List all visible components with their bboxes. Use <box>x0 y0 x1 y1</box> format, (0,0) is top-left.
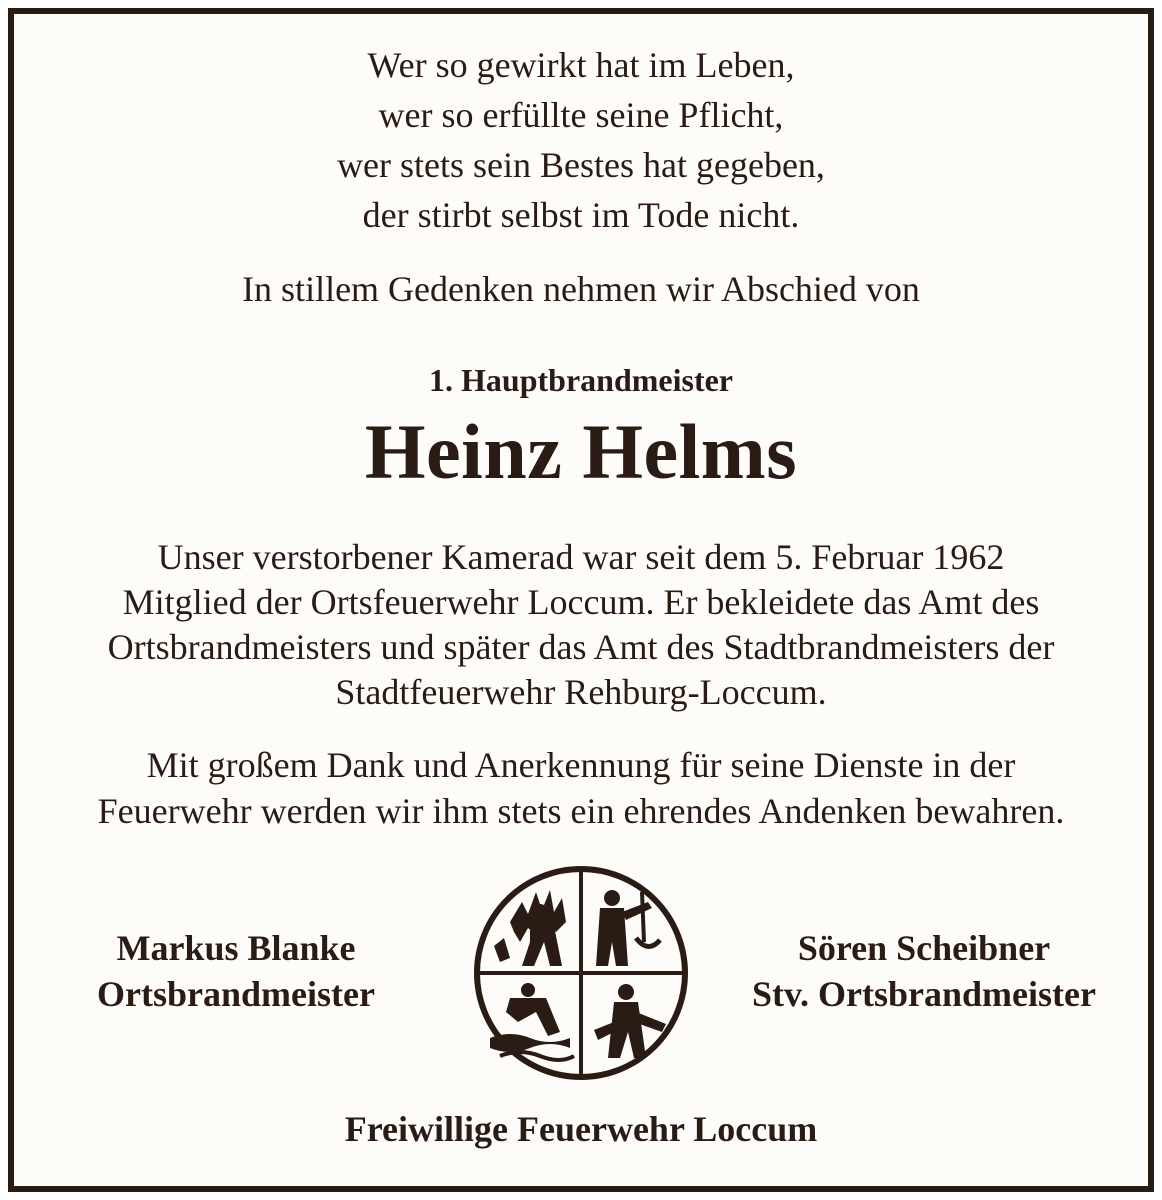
poem-line: der stirbt selbst im Tode nicht. <box>362 195 800 235</box>
signatory-name: Sören Scheibner <box>797 928 1051 968</box>
signatory-title: Stv. Ortsbrandmeister <box>752 974 1096 1014</box>
deceased-name: Heinz Helms <box>364 408 798 495</box>
biography-line: Ortsbrandmeisters und später das Amt des Stadtbrandmeisters der <box>107 627 1055 667</box>
signature-left <box>26 925 446 1017</box>
poem-line: wer stets sein Bestes hat gegeben, <box>337 145 825 185</box>
gratitude-paragraph <box>0 742 1162 834</box>
biography-line: Mitglied der Ortsfeuerwehr Loccum. Er bekleidete das Amt des <box>122 582 1040 622</box>
poem-line: wer so erfüllte seine Pflicht, <box>378 95 784 135</box>
memorial-poem <box>0 40 1162 240</box>
organization-name: Freiwillige Feuerwehr Loccum <box>344 1109 818 1149</box>
deceased-rank: 1. Hauptbrandmeister <box>429 362 733 398</box>
gratitude-line: Mit großem Dank und Anerkennung für seine Dienste in der <box>146 745 1016 785</box>
biography-paragraph <box>0 535 1162 715</box>
gratitude-line: Feuerwehr werden wir ihm stets ein ehrendes Andenken bewahren. <box>97 791 1065 831</box>
signatory-title: Ortsbrandmeister <box>97 974 375 1014</box>
poem-line: Wer so gewirkt hat im Leben, <box>367 45 795 85</box>
farewell-intro: In stillem Gedenken nehmen wir Abschied von <box>242 269 920 309</box>
fire-brigade-emblem-icon <box>470 862 692 1084</box>
signature-right <box>714 925 1134 1017</box>
biography-line: Stadtfeuerwehr Rehburg-Loccum. <box>335 672 827 712</box>
biography-line: Unser verstorbener Kamerad war seit dem 5. Februar 1962 <box>157 537 1005 577</box>
signatory-name: Markus Blanke <box>116 928 356 968</box>
